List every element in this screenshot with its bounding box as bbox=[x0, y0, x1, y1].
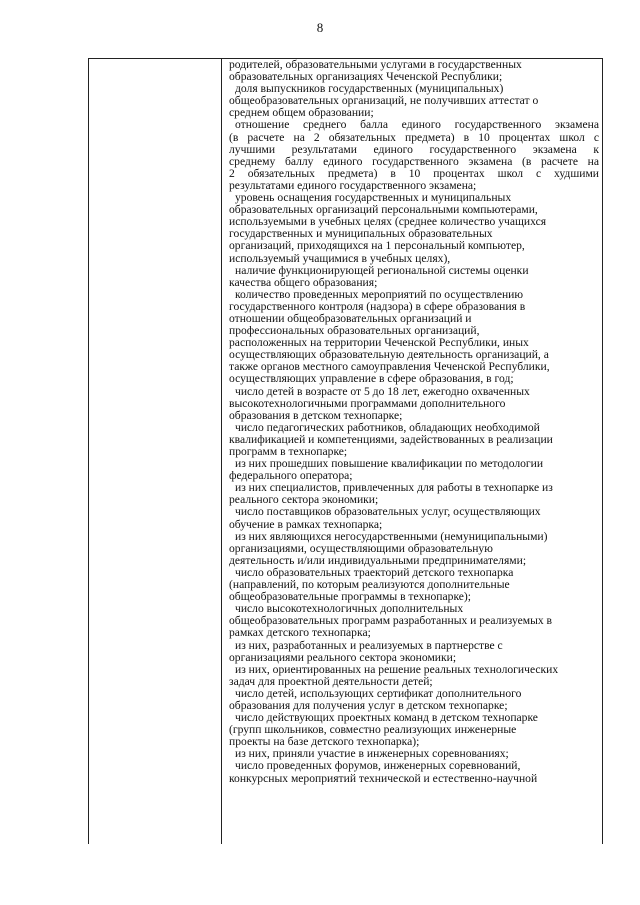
text-line: образовательных организаций персональными компьютерами, bbox=[229, 204, 538, 217]
text-line: число детей, использующих сертификат дополнительного bbox=[235, 687, 522, 700]
text-line: из них прошедших повышение квалификации по методологии bbox=[235, 458, 544, 471]
text-line: общеобразовательных программ разработанных и реализуемых в bbox=[229, 615, 553, 628]
text-line: реального сектора экономики; bbox=[229, 494, 379, 507]
text-line: расположенных на территории Чеченской Республики, иных bbox=[229, 337, 529, 350]
text-line: отношение среднего балла единого государственного экзамена bbox=[235, 119, 599, 132]
text-line: образования для получения услуг в детском технопарке; bbox=[229, 699, 508, 712]
text-line: общеобразовательных организаций, не получивших аттестат о bbox=[229, 95, 539, 108]
text-line: число проведенных форумов, инженерных соревнований, bbox=[235, 760, 521, 773]
text-line: качества общего образования; bbox=[229, 276, 378, 289]
text-line: общеобразовательные программы в технопарке); bbox=[229, 591, 472, 604]
text-line: из них, разработанных и реализуемых в партнерстве с bbox=[235, 639, 503, 652]
text-line: используемый учащимися в учебных целях), bbox=[229, 252, 451, 265]
text-line: рамках детского технопарка; bbox=[229, 627, 371, 640]
text-line: организациями, осуществляющими образовательную bbox=[229, 542, 493, 555]
text-line: 2 обязательных предмета) в 10 процентах школ с худшими bbox=[229, 167, 599, 180]
text-line: число педагогических работников, обладающих необходимой bbox=[235, 421, 540, 434]
text-line: наличие функционирующей региональной системы оценки bbox=[235, 264, 529, 277]
table-left-cell bbox=[89, 58, 221, 844]
text-line: среднему баллу единого государственного экзамена (в расчете на bbox=[229, 155, 599, 168]
text-line: используемыми в учебных целях (среднее количество учащихся bbox=[229, 216, 547, 229]
text-line: доля выпускников государственных (муниципальных) bbox=[235, 83, 504, 96]
text-line: образовательных организациях Чеченской Республики; bbox=[229, 71, 503, 84]
text-line: осуществляющих управление в сфере образования, в год; bbox=[229, 373, 514, 386]
page-number: 8 bbox=[316, 20, 324, 35]
text-line: среднем общем образовании; bbox=[229, 107, 374, 120]
table-right-cell bbox=[229, 59, 599, 785]
text-line: родителей, образовательными услугами в государственных bbox=[229, 59, 522, 71]
text-line: образования в детском технопарке; bbox=[229, 409, 403, 422]
text-line: из них, приняли участие в инженерных соревнованиях; bbox=[235, 748, 509, 761]
text-line: (направлений, по которым реализуются дополнительные bbox=[229, 579, 510, 592]
text-line: конкурсных мероприятий технической и естественно-научной bbox=[229, 772, 538, 785]
text-line: число образовательных траекторий детского технопарка bbox=[235, 566, 514, 579]
text-line: высокотехнологичными программами дополнительного bbox=[229, 397, 506, 410]
column-divider bbox=[221, 58, 222, 844]
text-line: лучшими результатами единого государственного экзамена к bbox=[229, 143, 599, 156]
text-line: число детей в возрасте от 5 до 18 лет, ежегодно охваченных bbox=[235, 385, 530, 398]
text-line: также органов местного самоуправления Чеченской Республики, bbox=[229, 361, 550, 374]
text-line: программ в технопарке; bbox=[229, 446, 348, 458]
text-line: из них специалистов, привлеченных для работы в технопарке из bbox=[235, 482, 553, 495]
text-line: проекты на базе детского технопарка); bbox=[229, 736, 420, 749]
text-line: деятельность и/или индивидуальными предпринимателями; bbox=[229, 554, 527, 567]
text-line: из них, ориентированных на решение реальных технологических bbox=[235, 663, 559, 676]
text-line: квалификацией и компетенциями, задействованных в реализации bbox=[229, 433, 553, 446]
text-line: (групп школьников, совместно реализующих инженерные bbox=[229, 724, 517, 737]
text-line: профессиональных образовательных организаций, bbox=[229, 325, 480, 338]
text-line: количество проведенных мероприятий по осуществлению bbox=[235, 288, 524, 301]
text-line: число высокотехнологичных дополнительных bbox=[235, 603, 464, 616]
text-line: (в расчете на 2 обязательных предмета) в 10 процентах школ с bbox=[229, 131, 599, 144]
text-line: уровень оснащения государственных и муниципальных bbox=[235, 192, 512, 205]
text-line: из них являющихся негосударственными (немуниципальными) bbox=[235, 530, 548, 543]
text-line: задач для проектной деятельности детей; bbox=[229, 675, 433, 688]
text-line: результатами единого государственного экзамена; bbox=[229, 179, 477, 192]
text-line: число поставщиков образовательных услуг, осуществляющих bbox=[235, 506, 541, 519]
text-line: отношении общеобразовательных организаций и bbox=[229, 312, 472, 325]
text-line: федерального оператора; bbox=[229, 470, 353, 483]
text-line: государственных и муниципальных образовательных bbox=[229, 228, 493, 241]
text-line: число действующих проектных команд в детском технопарке bbox=[235, 712, 538, 725]
text-line: государственного контроля (надзора) в сфере образования в bbox=[229, 300, 526, 313]
document-table bbox=[88, 58, 603, 844]
text-line: организациями реального сектора экономики; bbox=[229, 651, 457, 664]
text-line: организаций, приходящихся на 1 персональный компьютер, bbox=[229, 240, 525, 253]
text-line: обучение в рамках технопарка; bbox=[229, 518, 383, 531]
text-line: осуществляющих образовательную деятельность организаций, а bbox=[229, 349, 549, 362]
